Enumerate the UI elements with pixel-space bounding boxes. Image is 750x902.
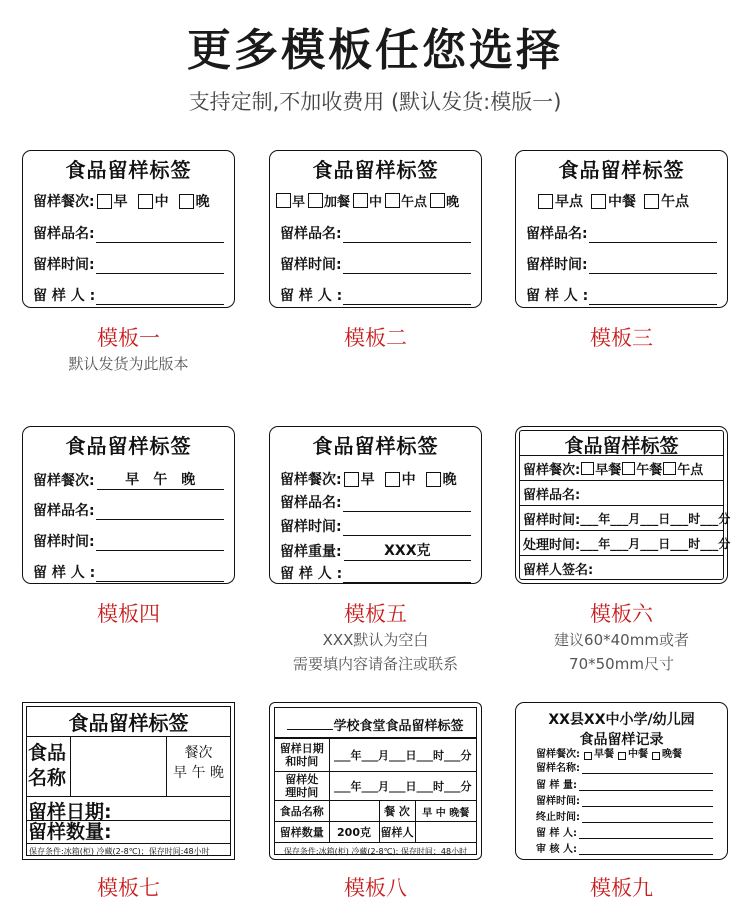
- record-row: [536, 776, 713, 791]
- process-row: [520, 531, 731, 556]
- checkbox[interactable]: [97, 194, 112, 209]
- time-row: [33, 531, 224, 551]
- person-row: [280, 563, 471, 583]
- checkbox[interactable]: [308, 193, 323, 208]
- meal-option: 中: [401, 472, 416, 488]
- field-label: 留样时间:: [536, 796, 580, 807]
- item-row: [280, 492, 471, 512]
- field-label: 留样品名:: [280, 226, 342, 242]
- fill-line: [96, 231, 224, 243]
- meal-option: 加餐: [324, 195, 351, 210]
- meal-option: 中餐: [628, 749, 648, 760]
- field-label: 留样时间:: [33, 257, 95, 273]
- meal-row: [536, 745, 713, 760]
- template-9-card[interactable]: [515, 702, 728, 860]
- fill-line: [579, 847, 713, 855]
- template-1-note: 默认发货为此版本: [68, 355, 189, 373]
- time-row: [33, 254, 224, 274]
- meal-label: 餐次: [184, 745, 213, 761]
- template-1-card[interactable]: [22, 150, 235, 308]
- checkbox[interactable]: [385, 193, 400, 208]
- item-row: [526, 223, 717, 243]
- person-label: 留样人: [379, 822, 415, 843]
- label-title: 食品留样标签: [558, 158, 685, 182]
- fill-line: [96, 262, 224, 274]
- field-label: 留样时间:: [526, 257, 588, 273]
- meal-option: 早: [292, 195, 306, 210]
- time-row: [280, 516, 471, 536]
- meal-row: [276, 191, 471, 210]
- label-title: 食品留样标签: [65, 158, 192, 182]
- checkbox[interactable]: [385, 472, 400, 487]
- template-5-name: 模板五: [344, 602, 407, 626]
- fill-line: [343, 524, 471, 536]
- checkbox[interactable]: [276, 193, 291, 208]
- label-title: [275, 708, 476, 738]
- cell-text: 留样日期: [279, 742, 324, 755]
- cell-text: 和时间: [285, 755, 319, 768]
- checkbox[interactable]: [663, 462, 676, 475]
- meal-row: [33, 469, 224, 490]
- date-label-cell: [275, 739, 329, 772]
- field-label: 留 样 人:: [536, 828, 577, 839]
- weight-value: XXX克: [344, 540, 471, 561]
- field-label: 终止时间:: [536, 812, 580, 823]
- fill-line: [343, 571, 471, 583]
- checkbox[interactable]: [591, 194, 606, 209]
- meal-option: 午餐: [636, 462, 663, 478]
- fill-line: [343, 500, 471, 512]
- field-label: 处理时间:: [523, 537, 581, 553]
- meal-values: 早 午 晚: [173, 765, 224, 781]
- name-label: 名称: [28, 767, 67, 789]
- page-subtitle: 支持定制,不加收费用 (默认发货:模版一): [188, 90, 562, 114]
- checkbox[interactable]: [138, 194, 153, 209]
- meal-label: 留样餐次:: [33, 194, 95, 210]
- checkbox[interactable]: [538, 194, 553, 209]
- meal-option: 中: [369, 195, 383, 210]
- field-label: 留 样 量:: [536, 780, 577, 791]
- item-row: [520, 481, 723, 506]
- proc-label-cell: [275, 772, 329, 801]
- fill-line: [96, 539, 224, 551]
- meal-option: 早餐: [595, 462, 622, 478]
- meal-label: 餐 次: [379, 801, 415, 822]
- template-5-note-1: XXX默认为空白: [322, 631, 429, 649]
- label-title: 食品留样标签: [520, 431, 723, 456]
- template-6-name: 模板六: [590, 602, 653, 626]
- food-label: 食品: [28, 742, 67, 764]
- record-row: [536, 840, 713, 855]
- checkbox[interactable]: [622, 462, 635, 475]
- meal-row: [536, 191, 717, 211]
- field-label: 留 样 人 :: [526, 288, 589, 304]
- fill-line: [582, 815, 713, 823]
- field-label: 留 样 人 :: [280, 566, 343, 582]
- field-label: 留样餐次:: [280, 472, 342, 488]
- field-label: 留样时间:: [523, 512, 581, 528]
- checkbox[interactable]: [353, 193, 368, 208]
- checkbox[interactable]: [430, 193, 445, 208]
- fill-line: [96, 293, 224, 305]
- template-7-card[interactable]: [22, 702, 235, 860]
- time-row: [280, 254, 471, 274]
- meal-option: 晚: [195, 194, 210, 210]
- meal-option: 早: [360, 472, 375, 488]
- school-blank: [287, 720, 333, 730]
- fill-line: [343, 231, 471, 243]
- food-row: [27, 737, 230, 797]
- field-label: 审 核 人:: [536, 844, 577, 855]
- field-label: 留样品名:: [523, 487, 581, 503]
- template-5-note-2: 需要填内容请备注或联系: [292, 655, 458, 673]
- fill-line: [582, 799, 713, 807]
- weight-row: [280, 540, 471, 561]
- template-8-name: 模板八: [344, 876, 407, 900]
- template-4-card[interactable]: [22, 426, 235, 584]
- field-label: 留样时间:: [33, 534, 95, 550]
- field-label: 留样餐次:: [523, 462, 581, 478]
- template-3-name: 模板三: [590, 326, 653, 350]
- meal-option: 早餐: [594, 749, 614, 760]
- label-title: 食品留样标签: [312, 434, 439, 458]
- meal-option: 中: [154, 194, 169, 210]
- template-8-card[interactable]: [269, 702, 482, 860]
- person-row: [33, 285, 224, 305]
- item-row: [33, 223, 224, 243]
- fill-line: [582, 766, 713, 774]
- checkbox[interactable]: [426, 472, 441, 487]
- food-name-blank: [71, 737, 167, 796]
- record-row: [536, 808, 713, 823]
- datetime-blank: ___年___月___日___时___分: [329, 739, 476, 772]
- template-9-name: 模板九: [590, 876, 653, 900]
- meal-option: 中餐: [608, 194, 636, 210]
- template-6-card[interactable]: [515, 426, 731, 584]
- meal-option: 午点: [677, 462, 704, 478]
- storage-footer: 保存条件:冰箱(柜) 冷藏(2-8℃); 保存时间：48小时: [283, 847, 468, 856]
- checkbox[interactable]: [644, 194, 659, 209]
- datetime-blank: ___年___月___日___时___分: [329, 772, 476, 801]
- food-name-blank: [329, 801, 379, 822]
- school-name: XX县XX中小学/幼儿园: [548, 712, 695, 728]
- template-5-card[interactable]: [269, 426, 482, 584]
- field-label: 留样时间:: [280, 257, 342, 273]
- record-row: [536, 759, 713, 774]
- meal-option: 午点: [401, 195, 428, 210]
- meal-option: 午点: [661, 194, 689, 210]
- qty-row: 留样数量:: [27, 821, 230, 844]
- person-blank: [415, 822, 476, 843]
- field-label: 留样品名:: [33, 503, 95, 519]
- template-6-note-2: 70*50mm尺寸: [569, 655, 674, 673]
- field-label: 留样餐次:: [33, 473, 95, 489]
- storage-footer: 保存条件:冰箱(柜) 冷藏(2-8℃)；保存时间:48小时: [29, 847, 210, 856]
- cell-text: 理时间: [285, 786, 319, 799]
- record-table: [275, 738, 476, 843]
- field-label: 留 样 人 :: [33, 288, 96, 304]
- fill-line: [589, 231, 717, 243]
- meal-values: 早 中 晚餐: [415, 801, 476, 822]
- food-name-label: [27, 737, 71, 796]
- field-label: 留样品名:: [280, 495, 342, 511]
- field-label: 留样品名:: [33, 226, 95, 242]
- field-label: 留样名称:: [536, 763, 580, 774]
- label-title: 食品留样标签: [312, 158, 439, 182]
- field-label: 留样人签名:: [523, 563, 594, 578]
- meal-option: 晚: [442, 472, 457, 488]
- qty-label: 留样数量: [275, 822, 329, 843]
- template-6-note-1: 建议60*40mm或者: [554, 631, 689, 649]
- meal-option: 早: [113, 194, 128, 210]
- datetime-blank: ___年___月___日___时___分: [580, 511, 731, 526]
- meal-row: [280, 469, 471, 489]
- label-title: 食品留样标签: [27, 707, 230, 737]
- checkbox[interactable]: [344, 472, 359, 487]
- field-label: 留样品名:: [526, 226, 588, 242]
- template-2-card[interactable]: [269, 150, 482, 308]
- signer-row: [520, 556, 723, 581]
- label-title: 食品留样标签: [65, 434, 192, 458]
- record-row: [536, 792, 713, 807]
- field-label: 留样时间:: [280, 519, 342, 535]
- item-row: [33, 500, 224, 520]
- template-2-name: 模板二: [344, 326, 407, 350]
- title-text: 学校食堂食品留样标签: [333, 719, 464, 734]
- record-title: 食品留样记录: [579, 732, 664, 748]
- meal-cell: [167, 737, 230, 796]
- time-row: [520, 506, 731, 531]
- template-4-name: 模板四: [97, 602, 160, 626]
- meal-values: 早 午 晚: [97, 469, 224, 490]
- datetime-blank: ___年___月___日___时___分: [580, 536, 731, 551]
- item-row: [280, 223, 471, 243]
- fill-line: [589, 262, 717, 274]
- time-row: [526, 254, 717, 274]
- fill-line: [96, 570, 224, 582]
- fill-line: [579, 831, 713, 839]
- field-label: 留 样 人 :: [280, 288, 343, 304]
- person-row: [526, 285, 717, 305]
- page-title: 更多模板任您选择: [187, 25, 563, 76]
- field-label: 留 样 人 :: [33, 565, 96, 581]
- meal-row: [520, 456, 723, 481]
- template-3-card[interactable]: [515, 150, 728, 308]
- fill-line: [343, 293, 471, 305]
- field-label: 留样重量:: [280, 544, 342, 560]
- fill-line: [579, 783, 713, 791]
- checkbox[interactable]: [179, 194, 194, 209]
- checkbox[interactable]: [581, 462, 594, 475]
- date-row: 留样日期:: [27, 797, 230, 821]
- meal-row: [33, 191, 224, 211]
- person-row: [280, 285, 471, 305]
- meal-option: 早点: [555, 194, 583, 210]
- meal-option: 晚餐: [662, 749, 682, 760]
- food-name-label: 食品名称: [275, 801, 329, 822]
- fill-line: [589, 293, 717, 305]
- record-row: [536, 824, 713, 839]
- template-7-name: 模板七: [97, 876, 160, 900]
- person-row: [33, 562, 224, 582]
- qty-value: 200克: [329, 822, 379, 843]
- cell-text: 留样处: [285, 773, 319, 786]
- field-label: 留样餐次:: [536, 749, 580, 760]
- meal-option: 晚: [446, 195, 460, 210]
- fill-line: [343, 262, 471, 274]
- fill-line: [96, 508, 224, 520]
- template-1-name: 模板一: [97, 326, 160, 350]
